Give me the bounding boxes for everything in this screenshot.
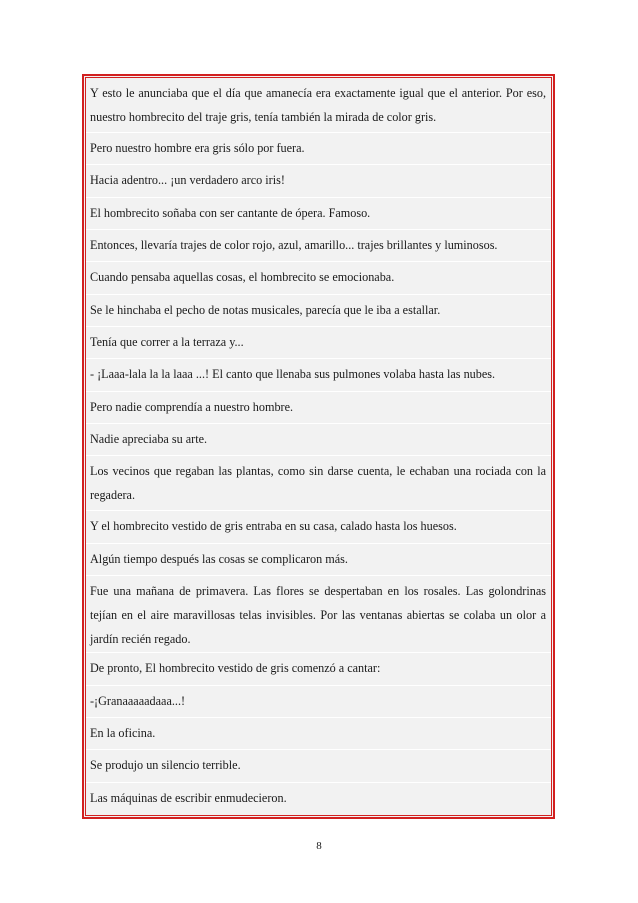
paragraph: El hombrecito soñaba con ser cantante de ópera. Famoso. <box>86 198 551 230</box>
paragraph: Tenía que correr a la terraza y... <box>86 327 551 359</box>
text-frame <box>82 74 555 819</box>
paragraph: -¡Granaaaaadaaa...! <box>86 686 551 718</box>
paragraph: Y esto le anunciaba que el día que amanecía era exactamente igual que el anterior. Por eso, nuestro hombrecito del traje gris, tenía también la mirada de color gris. <box>86 78 551 133</box>
paragraph: Fue una mañana de primavera. Las flores se despertaban en los rosales. Las golondrinas tejían en el aire maravillosas telas invisibles. Por las ventanas abiertas se colaba un olor a jardín recién regado. <box>86 576 551 653</box>
paragraph: Pero nuestro hombre era gris sólo por fuera. <box>86 133 551 165</box>
paragraph: Los vecinos que regaban las plantas, como sin darse cuenta, le echaban una rociada con la regadera. <box>86 456 551 511</box>
paragraph: Nadie apreciaba su arte. <box>86 424 551 456</box>
paragraph: Las máquinas de escribir enmudecieron. <box>90 790 287 805</box>
paragraph: Y el hombrecito vestido de gris entraba en su casa, calado hasta los huesos. <box>86 511 551 543</box>
text-frame-inner <box>85 77 552 816</box>
paragraph: Algún tiempo después las cosas se complicaron más. <box>86 544 551 576</box>
paragraph: En la oficina. <box>86 718 551 750</box>
paragraph: De pronto, El hombrecito vestido de gris comenzó a cantar: <box>86 653 551 685</box>
paragraph: Cuando pensaba aquellas cosas, el hombrecito se emocionaba. <box>86 262 551 294</box>
paragraph: Pero nadie comprendía a nuestro hombre. <box>86 392 551 424</box>
page-number: 8 <box>316 840 322 852</box>
paragraph: Entonces, llevaría trajes de color rojo, azul, amarillo... trajes brillantes y luminosos. <box>86 230 551 262</box>
paragraph: - ¡Laaa-lala la la laaa ...! El canto que llenaba sus pulmones volaba hasta las nubes. <box>86 359 551 391</box>
paragraph: Se produjo un silencio terrible. <box>86 750 551 782</box>
paragraph: Se le hinchaba el pecho de notas musicales, parecía que le iba a estallar. <box>86 295 551 327</box>
paragraph: Hacia adentro... ¡un verdadero arco iris! <box>86 165 551 197</box>
